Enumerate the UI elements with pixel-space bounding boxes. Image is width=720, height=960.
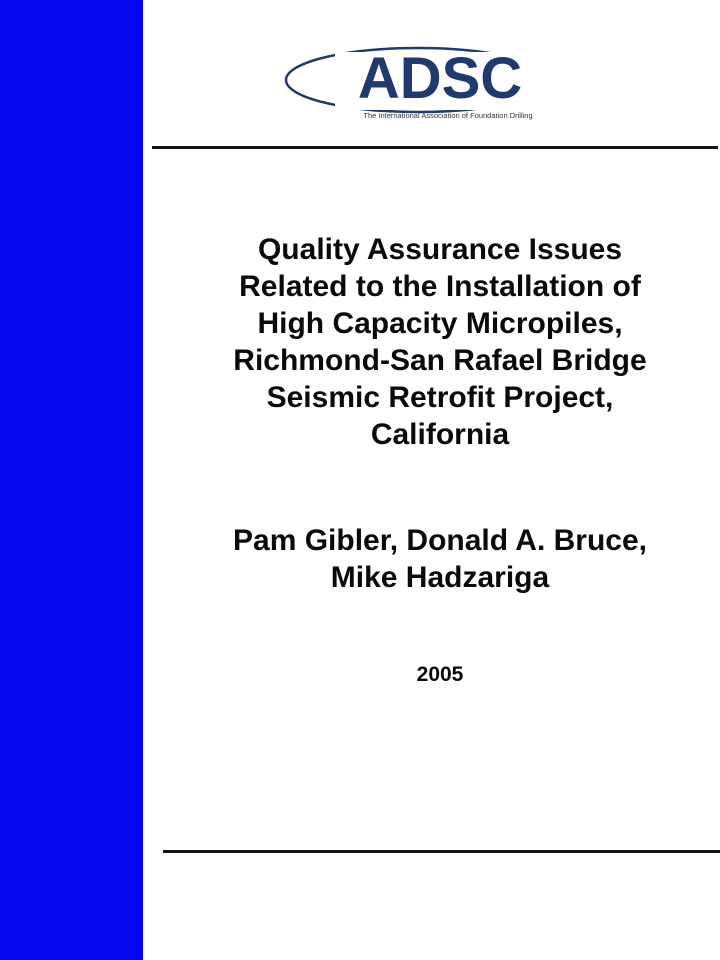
title-line: Richmond-San Rafael Bridge bbox=[233, 344, 647, 377]
top-divider bbox=[152, 146, 718, 149]
title-line: Related to the Installation of bbox=[239, 270, 641, 303]
side-color-band bbox=[0, 0, 143, 960]
logo-tagline: The International Association of Foundation Drilling bbox=[363, 111, 533, 120]
title-line: Quality Assurance Issues bbox=[257, 233, 623, 266]
adsc-logo bbox=[280, 42, 565, 132]
title-line: High Capacity Micropiles, bbox=[257, 307, 623, 340]
publication-year: 2005 bbox=[416, 663, 464, 686]
author-list bbox=[160, 522, 720, 596]
author-line: Mike Hadzariga bbox=[330, 561, 550, 594]
bottom-divider bbox=[163, 850, 720, 853]
title-line: California bbox=[370, 418, 510, 451]
paper-title bbox=[160, 231, 720, 453]
logo-wordmark: ADSC bbox=[357, 46, 523, 111]
title-line: Seismic Retrofit Project, bbox=[266, 381, 614, 414]
author-line: Pam Gibler, Donald A. Bruce, bbox=[233, 524, 647, 557]
